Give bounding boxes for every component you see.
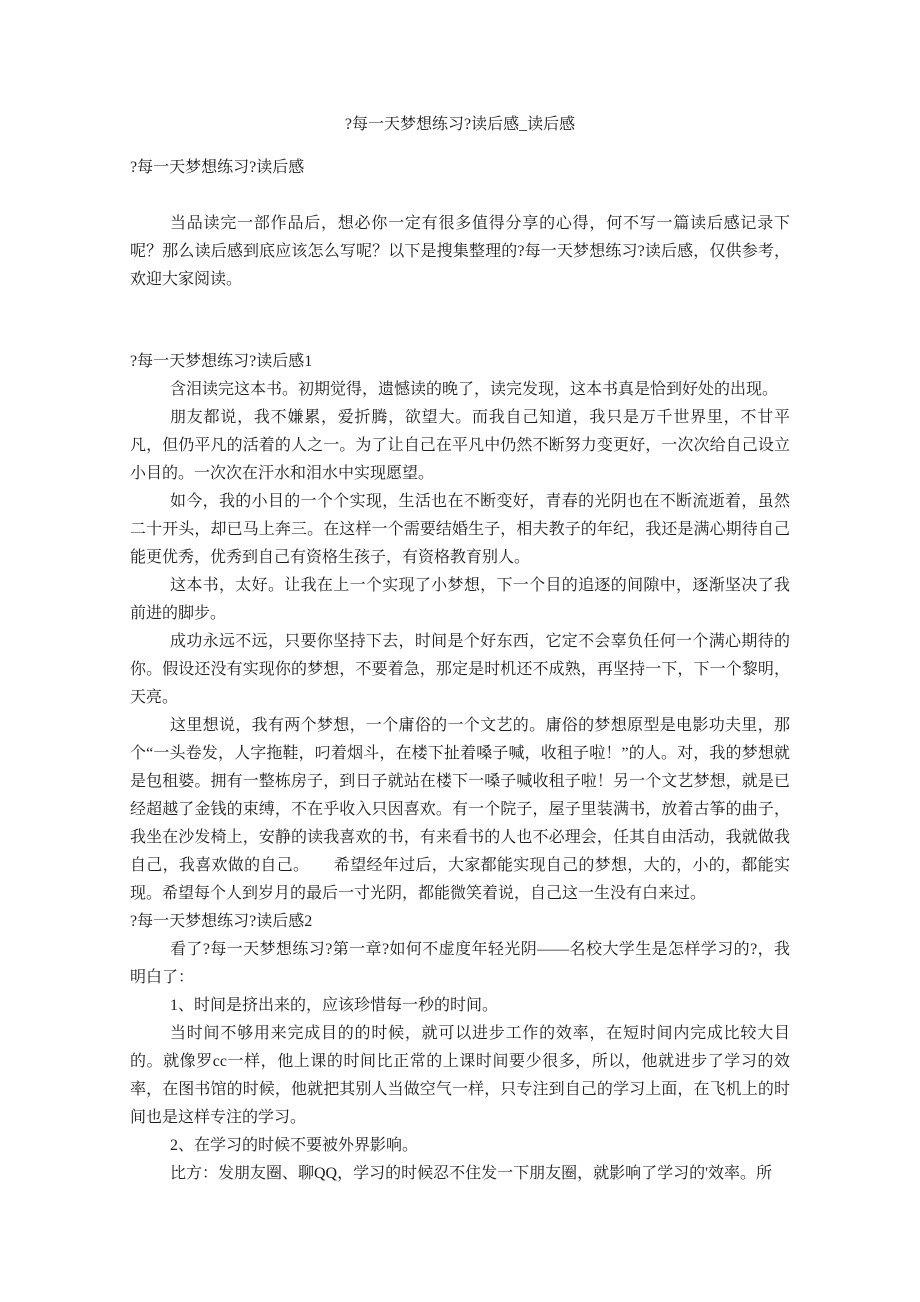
intro-paragraph: 当品读完一部作品后，想必你一定有很多值得分享的心得，何不写一篇读后感记录下呢？那么读后感到底应该怎么写呢？以下是搜集整理的?每一天梦想练习?读后感，仅供参考，欢迎大家阅读。 bbox=[130, 215, 790, 288]
section-2-paragraph-4: 2、在学习的时候不要被外界影响。 bbox=[170, 1137, 419, 1154]
section-2-heading: ?每一天梦想练习?读后感2 bbox=[130, 913, 313, 930]
section-1-paragraph-3: 如今，我的小目的一个个实现，生活也在不断变好，青春的光阴也在不断流逝着，虽然二十开头，却已马上奔三。在这样一个需要结婚生子，相夫教子的年纪，我还是满心期待自己能更优秀，优秀到自己有资格生孩子，有资格教育别人。 bbox=[130, 493, 790, 566]
section-1-heading: ?每一天梦想练习?读后感1 bbox=[130, 353, 313, 370]
section-1-paragraph-5: 成功永远不远，只要你坚持下去，时间是个好东西，它定不会辜负任何一个满心期待的你。假设还没有实现你的梦想，不要着急，那定是时机还不成熟，再坚持一下，下一个黎明，天亮。 bbox=[130, 633, 790, 706]
section-1-paragraph-6: 这里想说，我有两个梦想，一个庸俗的一个文艺的。庸俗的梦想原型是电影功夫里，那个“一头卷发，人字拖鞋，叼着烟斗，在楼下扯着嗓子喊，收租子啦！”的人。对，我的梦想就是包租婆。拥有一整栋房子，到日子就站在楼下一嗓子喊收租子啦！另一个文艺梦想，就是已经超越了金钱的束缚，不在乎收入只因喜欢。有一个院子，屋子里装满书，放着古筝的曲子，我坐在沙发椅上，安静的读我喜欢的书，有来看书的人也不必理会，任其自由活动，我就做我自己，我喜欢做的自己。 希望经年过后，大家都能实现自己的梦想，大的，小的，都能实现。希望每个人到岁月的最后一寸光阴，都能微笑着说，自己这一生没有白来过。 bbox=[130, 717, 790, 902]
section-1-paragraph-2: 朋友都说，我不嫌累，爱折腾，欲望大。而我自己知道，我只是万千世界里，不甘平凡，但仍平凡的活着的人之一。为了让自己在平凡中仍然不断努力变更好，一次次给自己设立小目的。一次次在汗水和泪水中实现愿望。 bbox=[130, 409, 790, 482]
document-title: ?每一天梦想练习?读后感_读后感 bbox=[344, 116, 576, 133]
section-1-paragraph-4: 这本书，太好。让我在上一个实现了小梦想，下一个目的追逐的间隙中，逐渐坚决了我前进的脚步。 bbox=[130, 577, 790, 622]
section-2-paragraph-5: 比方：发朋友圈、聊QQ，学习的时候忍不住发一下朋友圈，就影响了学习的'效率。所 bbox=[170, 1165, 772, 1182]
section-2-paragraph-2: 1、时间是挤出来的，应该珍惜每一秒的时间。 bbox=[170, 997, 499, 1014]
section-2-paragraph-3: 当时间不够用来完成目的的时候，就可以进步工作的效率，在短时间内完成比较大目的。就像罗cc一样，他上课的时间比正常的上课时间要少很多，所以，他就进步了学习的效率，在图书馆的时候，他就把其别人当做空气一样，只专注到自己的学习上面，在飞机上的时间也是这样专注的学习。 bbox=[130, 1025, 790, 1126]
section-1-paragraph-1: 含泪读完这本书。初期觉得，遗憾读的晚了，读完发现，这本书真是恰到好处的出现。 bbox=[170, 381, 779, 398]
section-2-paragraph-1: 看了?每一天梦想练习?第一章?如何不虚度年轻光阴——名校大学生是怎样学习的?，我明白了： bbox=[130, 941, 790, 986]
document-subtitle: ?每一天梦想练习?读后感 bbox=[130, 159, 305, 176]
document-page bbox=[130, 0, 790, 1188]
